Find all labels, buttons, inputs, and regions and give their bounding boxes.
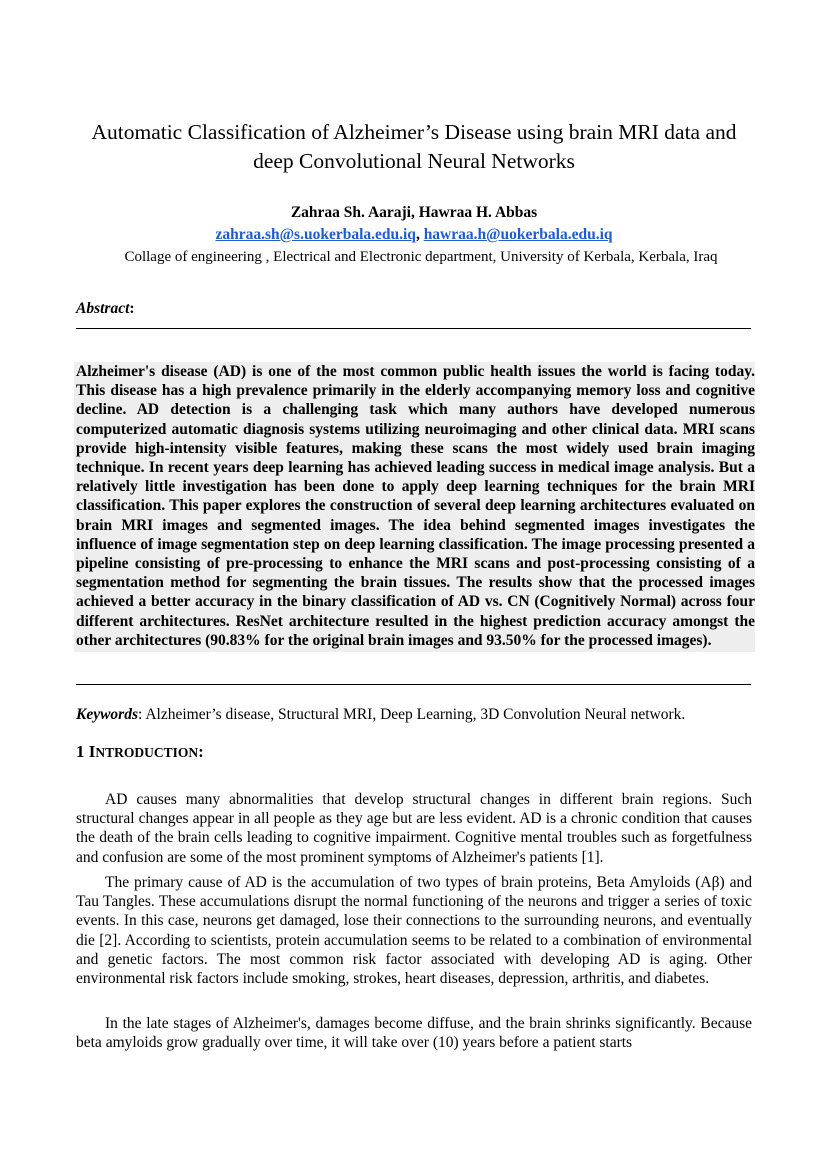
abstract-colon: : xyxy=(129,300,135,317)
abstract-heading xyxy=(76,299,135,319)
section-number: 1 xyxy=(76,742,89,761)
keywords-line xyxy=(76,705,756,725)
abstract-bottom-divider xyxy=(76,684,751,685)
email-separator: , xyxy=(415,226,424,243)
keywords-label: Keywords xyxy=(76,706,138,723)
section-title-rest: NTRODUCTION xyxy=(95,745,199,760)
abstract-text: Alzheimer's disease (AD) is one of the most common public health issues the world is facing today. This disease has a high prevalence primarily in the elderly accompanying memory loss and cognitive decline. AD detection is a challenging task which many authors have developed numerous computerized automatic diagnosis systems utilizing neuroimaging and other clinical data. MRI scans provide high-intensity visible features, making these scans the most widely used brain imaging technique. In recent years deep learning has achieved leading success in medical image analysis. But a relatively little investigation has been done to apply deep learning techniques for the brain MRI classification. This paper explores the construction of several deep learning architectures evaluated on brain MRI images and segmented images. The idea behind segmented images investigates the influence of image segmentation step on deep learning classification. The image processing presented a pipeline consisting of pre-processing to enhance the MRI scans and post-processing consisting of a segmentation method for segmenting the brain tissues. The results show that the processed images achieved a better accuracy in the binary classification of AD vs. CN (Cognitively Normal) across four different architectures. ResNet architecture resulted in the highest prediction accuracy amongst the other architectures (90.83% for the original brain images and 93.50% for the processed images). xyxy=(74,362,755,652)
author-names: Zahraa Sh. Aaraji, Hawraa H. Abbas xyxy=(290,204,538,221)
abstract-top-divider xyxy=(76,328,751,329)
keywords-text: : Alzheimer’s disease, Structural MRI, Deep Learning, 3D Convolution Neural network. xyxy=(138,706,686,723)
paragraph: The primary cause of AD is the accumulation of two types of brain proteins, Beta Amyloids (Aβ) and Tau Tangles. These accumulations disrupt the normal functioning of the neurons and trigger a series of toxic events. In this case, neurons get damaged, lose their connections to the surrounding neurons, and eventually die [2]. According to scientists, protein accumulation seems to be related to a combination of environmental and genetic factors. The most common risk factor associated with developing AD is aging. Other environmental risk factors include smoking, strokes, heart diseases, depression, arthritis, and diabetes. xyxy=(76,874,752,988)
author-emails xyxy=(76,225,752,245)
email-link-1[interactable]: zahraa.sh@s.uokerbala.edu.iq xyxy=(215,226,416,243)
section-first-letter: I xyxy=(88,742,96,761)
email-link-2[interactable]: hawraa.h@uokerbala.edu.iq xyxy=(423,226,613,243)
paper-title: Automatic Classification of Alzheimer’s Disease using brain MRI data and deep Convolutional Neural Networks xyxy=(91,120,737,173)
section-heading-introduction xyxy=(76,741,204,764)
section-colon: : xyxy=(198,742,204,761)
paragraph: AD causes many abnormalities that develop structural changes in different brain regions. Such structural changes appear in all people as they age but are less evident. AD is a chronic condition that causes the death of the brain cells leading to cognitive impairment. Cognitive mental troubles such as forgetfulness and confusion are some of the most prominent symptoms of Alzheimer's patients [1]. xyxy=(76,791,752,866)
affiliation: Collage of engineering , Electrical and Electronic department, University of Kerbala, Kerbala, Iraq xyxy=(124,249,718,265)
abstract-label: Abstract xyxy=(76,300,130,317)
paragraph: In the late stages of Alzheimer's, damages become diffuse, and the brain shrinks significantly. Because beta amyloids grow gradually over time, it will take over (10) years before a patient starts xyxy=(76,1015,752,1052)
